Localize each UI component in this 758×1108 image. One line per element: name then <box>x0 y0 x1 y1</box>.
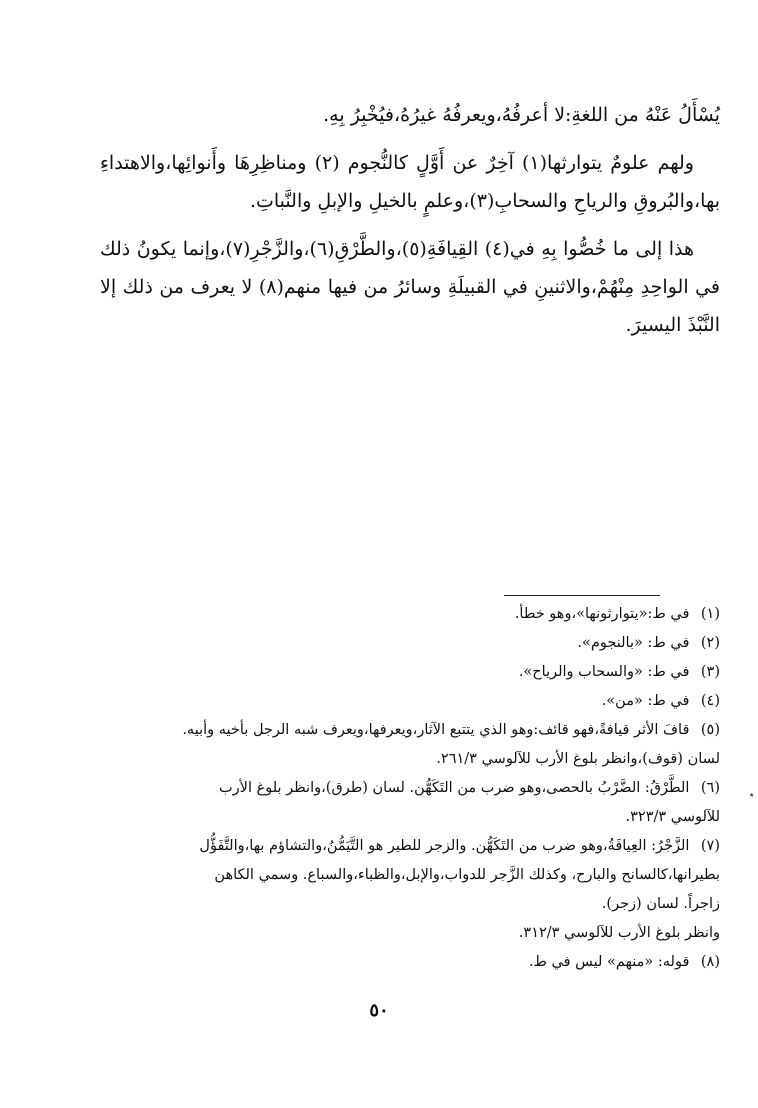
footnote-number: (٣) <box>700 664 720 680</box>
footnote-2 <box>100 629 720 658</box>
footnote-5 <box>100 716 720 774</box>
main-text <box>100 96 720 344</box>
footnote-text: في ط:«يتوارثونها»،وهو خطأ. <box>514 606 690 622</box>
footnote-text: في ط: «من». <box>601 693 690 709</box>
footnote-number: (٤) <box>700 693 720 709</box>
footnote-continuation: بطيرانها،كالسانح والبارح، وكذلك الزَّجر للدواب،والإبل،والظباء،والسباع. وسمي الكاهن <box>214 867 720 883</box>
footnote-text: الزَّجْرُ: العِيافَةُ،وهو ضرب من التَكَهُّن. والزجر للطير هو التَّيَمُّنُ،والتشاؤم بها،والتَّفَؤُّل <box>199 838 690 854</box>
footnote-text: قافَ الأثر قيافةً،فهو قائف:وهو الذي يتتبع الآثار،ويعرفها،ويعرف شبه الرجل بأخيه وأبيه. <box>182 722 690 738</box>
footnote-extra-reference: وانظر بلوغ الأرب للآلوسي ٣١٢/٣. <box>518 925 720 941</box>
footnote-4 <box>100 687 720 716</box>
footnote-continuation: للآلوسي ٣٢٣/٣. <box>625 809 720 825</box>
footnote-number: (٧) <box>700 838 720 854</box>
footnote-8 <box>100 948 720 977</box>
page-number: ٥٠ <box>369 1000 389 1021</box>
footnote-text: في ط: «بالنجوم». <box>577 635 690 651</box>
footnotes <box>100 600 720 977</box>
paragraph-3: هذا إلى ما خُصُّوا بِهِ في(٤) القِيافَةِ(٥)،والطَّرْقِ(٦)،والزَّجْرِ(٧)،وإنما يكونُ ذلك في الواحِدِ مِنْهُمْ،والاثنينِ في القبيلَةِ وسائرُ من فيها منهم(٨) لا يعرف من ذلك إلا النَّبْذَ اليسيرَ. <box>100 238 720 336</box>
footnote-6 <box>100 774 720 832</box>
footnote-continuation: زاجراً. لسان (زجر). <box>601 896 720 912</box>
paragraph-2: ولهم علومٌ يتوارثها(١) آخِرٌ عن أَوَّلٍ كالنُّجوم (٢) ومناظِرِهَا وأَنوائِها،والاهتداءِ بها،والبُروقِ والرياحِ والسحابِ(٣)،وعلمٍ بالخيلِ والإبلِ والنَّباتِ. <box>100 152 720 212</box>
footnote-number: (١) <box>700 606 720 622</box>
footnote-number: (٦) <box>700 780 720 796</box>
footnote-number: (٨) <box>700 954 720 970</box>
paragraph-1: يُسْأَلُ عَنْهُ من اللغةِ:لا أعرفُهُ،ويعرفُهُ غيرُهُ،فيُخْبِرُ بِهِ. <box>323 104 720 126</box>
footnote-divider <box>504 595 660 596</box>
footnote-number: (٥) <box>700 722 720 738</box>
footnote-continuation: لسان (قوف)،وانظر بلوغ الأرب للآلوسي ٢٦١/٣. <box>436 751 720 767</box>
footnote-number: (٢) <box>700 635 720 651</box>
footnote-text: الطَّرْقُ: الضَّرْبُ بالحصى،وهو ضرب من التَكَهُّن. لسان (طرق)،وانظر بلوغ الأرب <box>219 780 690 796</box>
footnote-3 <box>100 658 720 687</box>
footnote-7 <box>100 832 720 948</box>
footnote-1 <box>100 600 720 629</box>
margin-mark: ٭ <box>749 790 755 801</box>
footnote-text: قوله: «منهم» ليس في ط. <box>528 954 690 970</box>
footnote-text: في ط: «والسحاب والرياح». <box>518 664 690 680</box>
